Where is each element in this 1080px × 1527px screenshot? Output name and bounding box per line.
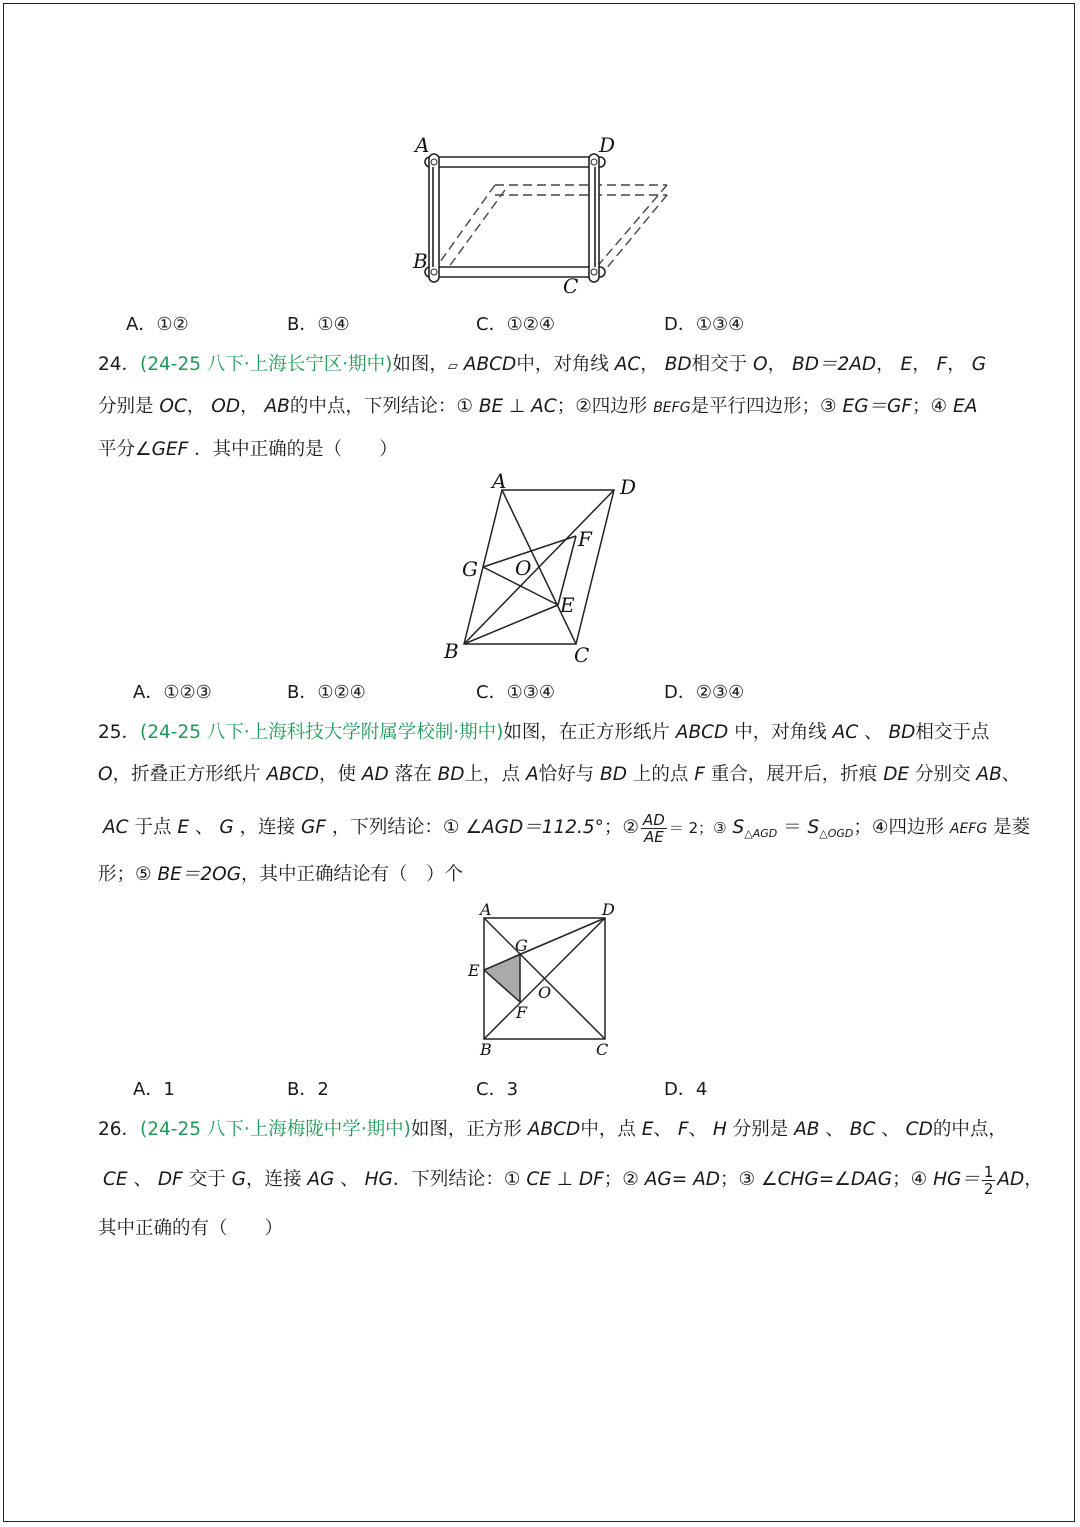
fig25-label-o: O [538,983,552,1002]
q23-figure [405,132,685,297]
fig24-label-e: E [560,593,575,617]
q24-options [0,678,1080,708]
fig24-label-b: B [444,639,459,663]
fig23-label-d: D [599,133,616,157]
q23-options [0,310,1080,340]
fig25-label-a: A [480,900,492,919]
fig25-label-f: F [516,1003,528,1022]
fig25-label-c: C [596,1040,609,1059]
q25-line-2: O，折叠正方形纸片 ABCD，使 AD 落在 BD上，点 A恰好与 BD 上的点 F 重合，展开后，折痕 DE 分别交 AB、 [98,764,1021,785]
q26-line-1: 26．(24-25 八下·上海梅陇中学·期中)如图，正方形 ABCD中，点 E、 F、 H 分别是 AB 、 BC 、 CD的中点， [98,1119,1007,1140]
q24-number: 24． [98,354,141,375]
q25-figure [460,898,620,1064]
q24-option-b[interactable]: B．①②④ [287,682,366,703]
fig24-label-f: F [578,527,592,551]
q24-line-3: 平分∠GEF ．其中正确的是（ ） [98,439,398,460]
q25-fraction: $\frac{AD}{AE}$ [643,810,665,846]
q25-line-4: 形；⑤ BE＝2OG，其中正确结论有（ ）个 [98,864,464,885]
q25-option-c[interactable]: C．3 [476,1079,519,1100]
q25-options [0,1075,1080,1105]
q26-line-2: CE 、 DF 交于 G，连接 AG 、 HG．下列结论：① CE ⊥ DF；② AG= AD；③ ∠CHG=∠DAG；④ HG＝ $\frac{1}{2}$ AD， [103,1162,1043,1198]
q25-line-3: AC 于点 E 、 G ，连接 GF ，下列结论：① ∠AGD＝112.5°；② $\frac{AD}{AE}$ ＝ 2；③ $S_{\triangle AGD} = S_{\triangle OGD}$；④四边形 AEFG 是菱 [103,810,1031,846]
q23-option-a[interactable]: A．①② [126,314,189,335]
q25-line-1: 25．(24-25 八下·上海科技大学附属学校制·期中)如图，在正方形纸片 ABCD 中，对角线 AC 、 BD相交于点 [98,722,990,743]
fig24-label-o: O [515,556,532,580]
q23-option-d[interactable]: D．①③④ [664,314,745,335]
q25-source: (24-25 八下·上海科技大学附属学校制·期中) [140,722,504,743]
fig24-label-c: C [574,643,590,667]
fig25-label-b: B [480,1040,492,1059]
q26-line-3: 其中正确的有（ ） [98,1218,284,1239]
q24-option-a[interactable]: A．①②③ [133,682,212,703]
fig24-label-a: A [492,470,507,493]
fig23-label-b: B [413,249,428,273]
q24-option-d[interactable]: D．②③④ [664,682,745,703]
q26-fraction: $\frac{1}{2}$ [983,1162,994,1198]
q25-option-a[interactable]: A．1 [133,1079,175,1100]
fig23-label-c: C [563,274,579,297]
q24-line-1: 24．(24-25 八下·上海长宁区·期中)如图，▱ ABCD中，对角线 AC， BD相交于 O， BD＝2AD， E， F， G [98,354,987,375]
fig24-label-d: D [620,475,637,499]
q23-option-b[interactable]: B．①④ [287,314,350,335]
q23-option-c[interactable]: C．①②④ [476,314,555,335]
fig25-label-e: E [468,961,480,980]
q24-option-c[interactable]: C．①③④ [476,682,555,703]
q24-figure [438,470,648,670]
fig23-label-a: A [415,133,430,157]
fig25-label-g: G [515,936,528,955]
q26-number: 26． [98,1119,141,1140]
q26-source: (24-25 八下·上海梅陇中学·期中) [140,1119,411,1140]
q25-number: 25． [98,722,141,743]
q25-option-b[interactable]: B．2 [287,1079,329,1100]
fig24-label-g: G [462,557,478,581]
q25-option-d[interactable]: D．4 [664,1079,708,1100]
q24-source: (24-25 八下·上海长宁区·期中) [140,354,393,375]
fig25-label-d: D [602,900,615,919]
q24-line-2: 分别是 OC， OD， AB的中点，下列结论：① BE ⊥ AC；②四边形 BEFG是平行四边形；③ EG＝GF；④ EA [98,396,978,417]
